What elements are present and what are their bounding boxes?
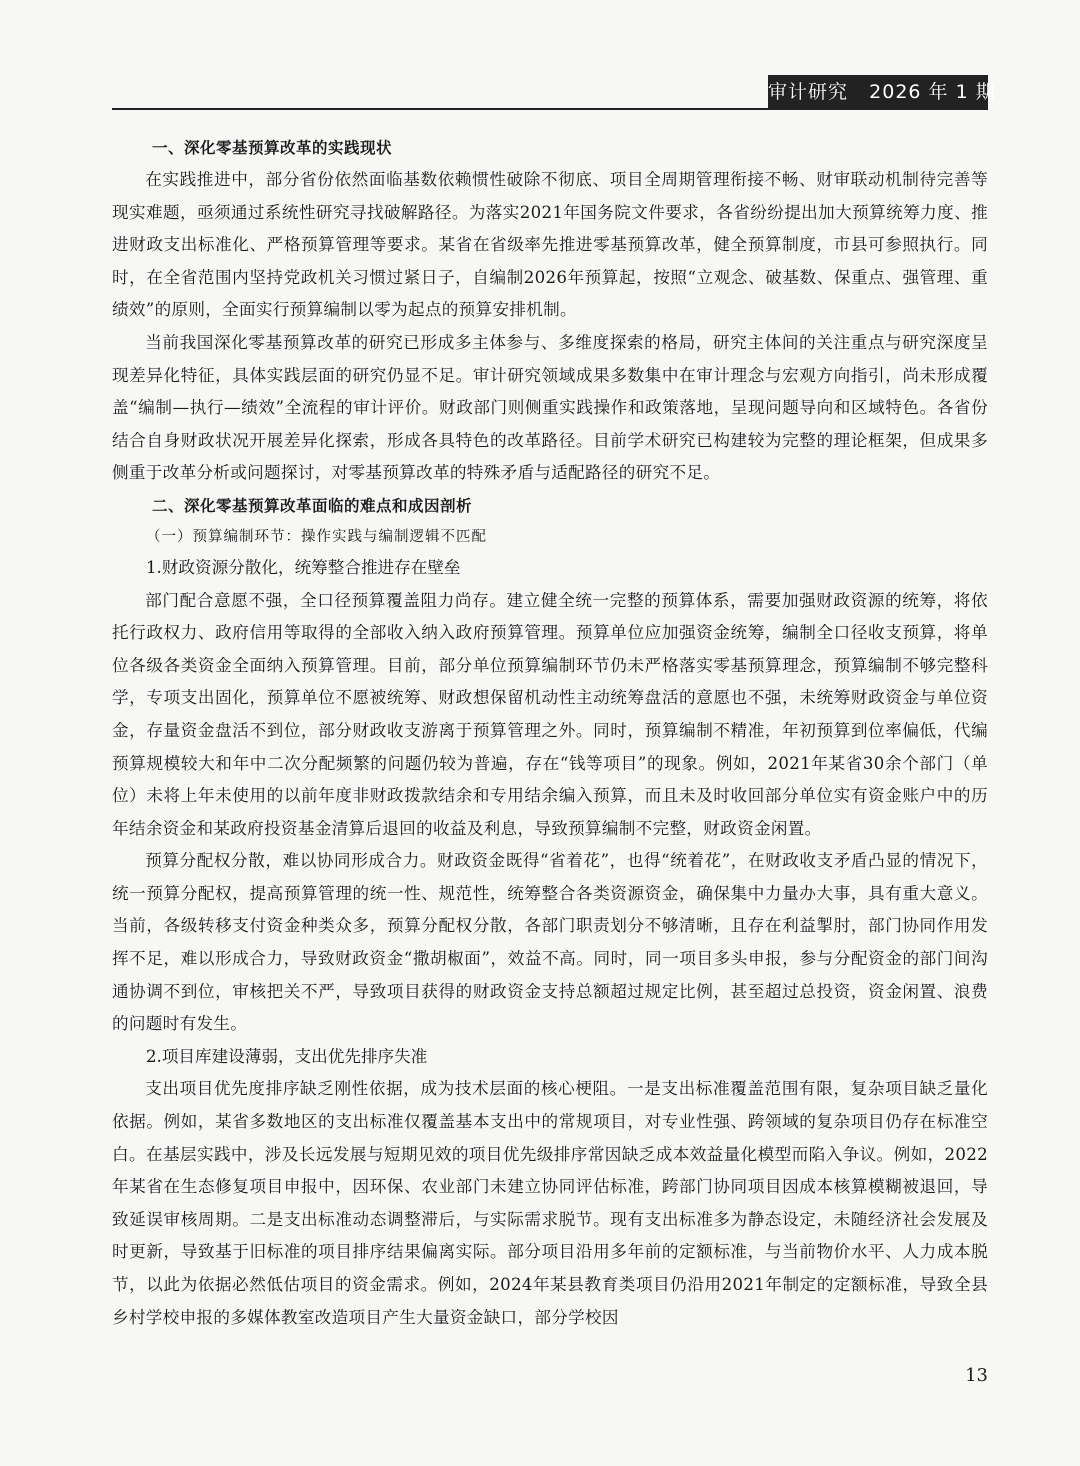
subsection-1-heading: （一）预算编制环节：操作实践与编制逻辑不匹配 xyxy=(146,528,487,545)
section-2-heading: 二、深化零基预算改革面临的难点和成因剖析 xyxy=(152,496,473,515)
page-number: 13 xyxy=(965,1365,988,1386)
section-2-paragraph: 预算分配权分散，难以协同形成合力。财政资金既得“省着花”，也得“统着花”，在财政收支矛盾凸显的情况下，统一预算分配权，提高预算管理的统一性、规范性，统筹整合各类资源资金，确保集中力量办大事，具有重大意义。当前，各级转移支付资金种类众多，预算分配权分散，各部门职责划分不够清晰，且存在利益掣肘，部门协同作用发挥不足，难以形成合力，导致财政资金“撒胡椒面”，效益不高。同时，同一项目多头申报，参与分配资金的部门间沟通协调不到位，审核把关不严，导致项目获得的财政资金支持总额超过规定比例，甚至超过总投资，资金闲置、浪费的问题时有发生。 xyxy=(112,851,988,1034)
subsection-1-1-heading: 1.财政资源分散化，统筹整合推进存在壁垒 xyxy=(146,557,461,577)
section-1-paragraph: 当前我国深化零基预算改革的研究已形成多主体参与、多维度探索的格局，研究主体间的关注重点与研究深度呈现差异化特征，具体实践层面的研究仍显不足。审计研究领域成果多数集中在审计理念与宏观方向指引，尚未形成覆盖“编制—执行—绩效”全流程的审计评价。财政部门则侧重实践操作和政策落地，呈现问题导向和区域特色。各省份结合自身财政状况开展差异化探索，形成各具特色的改革路径。目前学术研究已构建较为完整的理论框架，但成果多侧重于改革分析或问题探讨，对零基预算改革的特殊矛盾与适配路径的研究不足。 xyxy=(112,332,988,483)
section-1-paragraph: 在实践推进中，部分省份依然面临基数依赖惯性破除不彻底、项目全周期管理衔接不畅、财审联动机制待完善等现实难题，亟须通过系统性研究寻找破解路径。为落实2021年国务院文件要求，各省纷纷提出加大预算统筹力度、推进财政支出标准化、严格预算管理等要求。某省在省级率先推进零基预算改革，健全预算制度，市县可参照执行。同时，在全省范围内坚持党政机关习惯过紧日子，自编制2026年预算起，按照“立观念、破基数、保重点、强管理、重绩效”的原则，全面实行预算编制以零为起点的预算安排机制。 xyxy=(112,170,988,320)
section-2-paragraph: 支出项目优先度排序缺乏刚性依据，成为技术层面的核心梗阻。一是支出标准覆盖范围有限，复杂项目缺乏量化依据。例如，某省多数地区的支出标准仅覆盖基本支出中的常规项目，对专业性强、跨领域的复杂项目仍存在标准空白。在基层实践中，涉及长远发展与短期见效的项目优先级排序常因缺乏成本效益量化模型而陷入争议。例如，2022年某省在生态修复项目申报中，因环保、农业部门未建立协同评估标准，跨部门协同项目因成本核算模糊被退回，导致延误审核周期。二是支出标准动态调整滞后，与实际需求脱节。现有支出标准多为静态设定，未随经济社会发展及时更新，导致基于旧标准的项目排序结果偏离实际。部分项目沿用多年前的定额标准，与当前物价水平、人力成本脱节，以此为依据必然低估项目的资金需求。例如，2024年某县教育类项目仍沿用2021年制定的定额标准，导致全县乡村学校申报的多媒体教室改造项目产生大量资金缺口，部分学校因 xyxy=(112,1079,988,1327)
section-2-paragraph: 部门配合意愿不强，全口径预算覆盖阻力尚存。建立健全统一完整的预算体系，需要加强财政资源的统筹，将依托行政权力、政府信用等取得的全部收入纳入政府预算管理。预算单位应加强资金统筹，编制全口径收支预算，将单位各级各类资金全面纳入预算管理。目前，部分单位预算编制环节仍未严格落实零基预算理念，预算编制不够完整科学，专项支出固化，预算单位不愿被统筹、财政想保留机动性主动统筹盘活的意愿也不强，未统筹财政资金与单位资金，存量资金盘活不到位，部分财政收支游离于预算管理之外。同时，预算编制不精准，年初预算到位率偏低，代编预算规模较大和年中二次分配频繁的问题仍较为普遍，存在“钱等项目”的现象。例如，2021年某省30余个部门（单位）未将上年未使用的以前年度非财政拨款结余和专用结余编入预算，而且未及时收回部分单位实有资金账户中的历年结余资金和某政府投资基金清算后退回的收益及利息，导致预算编制不完整，财政资金闲置。 xyxy=(112,590,988,838)
journal-header-box xyxy=(768,75,996,110)
journal-issue: 2026 年 1 期 xyxy=(869,81,996,103)
journal-name: 审计研究 xyxy=(768,81,849,103)
article-body xyxy=(112,132,988,1334)
section-1-heading: 一、深化零基预算改革的实践现状 xyxy=(152,139,393,157)
subsection-1-2-heading: 2.项目库建设薄弱，支出优先排序失准 xyxy=(146,1046,428,1066)
header-rule xyxy=(112,108,988,110)
